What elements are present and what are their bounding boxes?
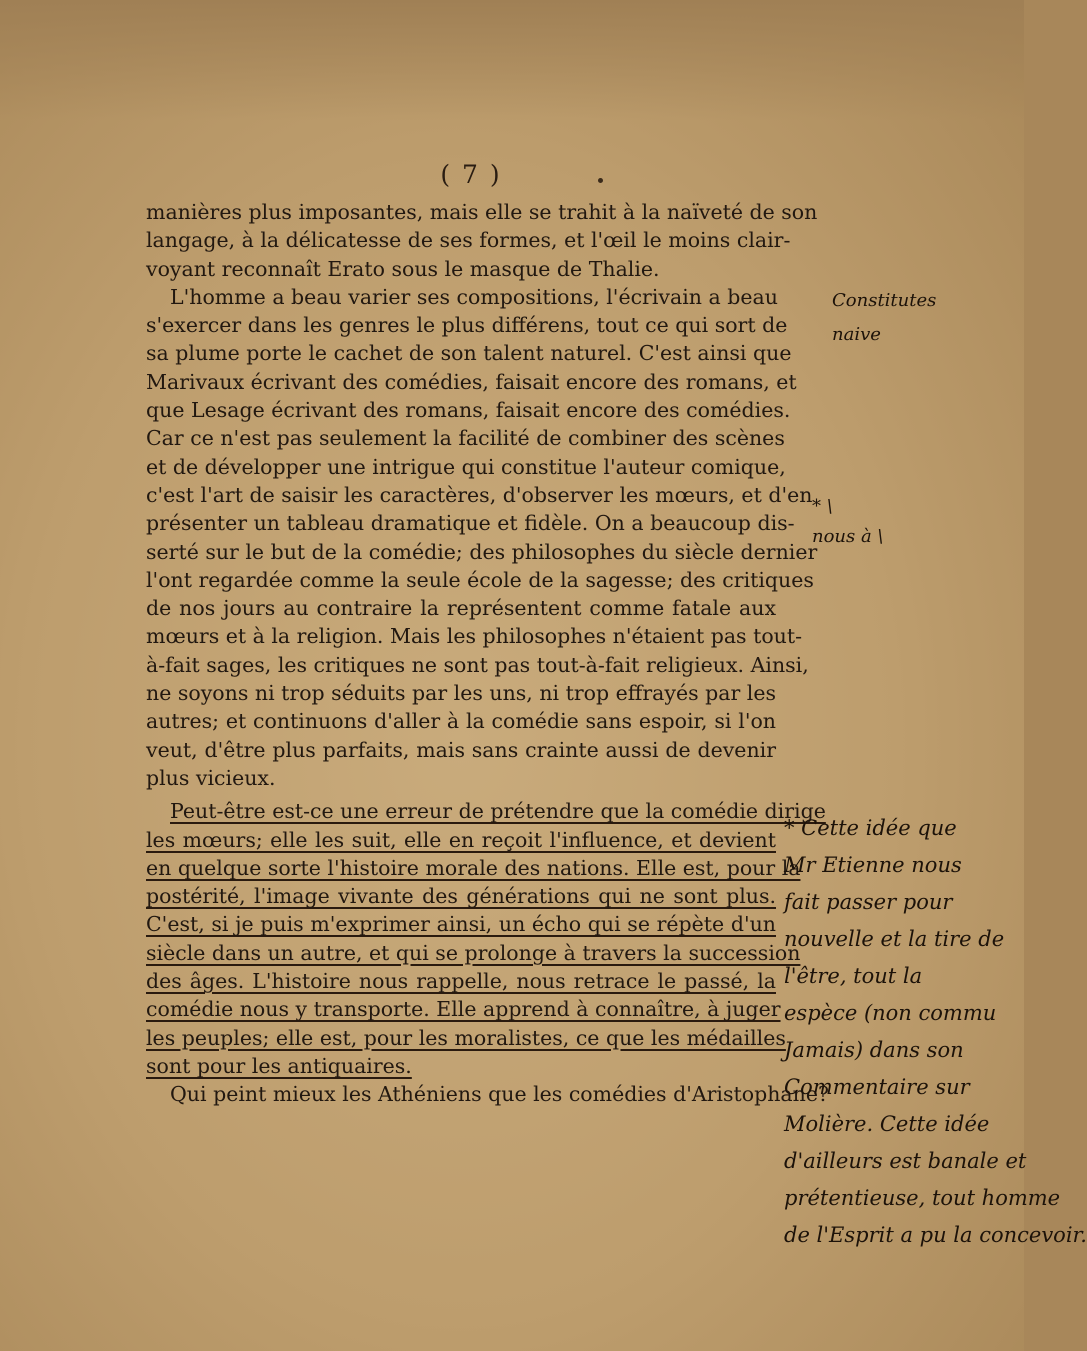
handwritten-line: d'ailleurs est banale et — [784, 1149, 1027, 1173]
text-line: Marivaux écrivant des comédies, faisait encore des romans, et — [146, 369, 797, 394]
text-line: voyant reconnaît Erato sous le masque de Thalie. — [146, 256, 660, 281]
underlined-line: Peut-être est-ce une erreur de prétendre que la comédie dirige — [170, 799, 826, 824]
text-line: langage, à la délicatesse de ses formes, et l'œil le moins clair- — [146, 228, 791, 253]
handwritten-line: Mr Etienne nous — [784, 853, 962, 877]
text-line: présenter un tableau dramatique et fidèle. On a beaucoup dis- — [146, 511, 795, 536]
text-line: à-fait sages, les critiques ne sont pas tout-à-fait religieux. Ainsi, — [146, 652, 809, 677]
text-line: L'homme a beau varier ses compositions, l'écrivain a beau — [170, 284, 778, 309]
text-line: veut, d'être plus parfaits, mais sans crainte aussi de devenir — [146, 737, 776, 762]
text-line: manières plus imposantes, mais elle se trahit à la naïveté de son — [146, 200, 818, 224]
underlined-line: les peuples; elle est, pour les moralistes, ce que les médailles — [146, 1025, 786, 1050]
text-line: serté sur le but de la comédie; des philosophes du siècle dernier — [146, 539, 818, 564]
underlined-line: sont pour les antiquaires. — [146, 1053, 412, 1078]
underlined-line: siècle dans un autre, et qui se prolonge à travers la succession — [146, 940, 801, 965]
handwritten-line: nous à \ — [812, 526, 884, 547]
text-line: plus vicieux. — [146, 765, 276, 790]
handwritten-line: Constitutes — [832, 290, 937, 311]
handwritten-line: Molière. Cette idée — [784, 1112, 990, 1136]
handwritten-note-top — [832, 284, 936, 352]
handwritten-line: * Cette idée que — [784, 816, 957, 840]
text-line: et de développer une intrigue qui constitue l'auteur comique, — [146, 454, 786, 479]
text-line: ne soyons ni trop séduits par les uns, ni trop effrayés par les — [146, 681, 776, 706]
handwritten-note-middle — [812, 492, 884, 552]
underlined-line: C'est, si je puis m'exprimer ainsi, un écho qui se répète d'un — [146, 912, 776, 937]
text-line: sa plume porte le cachet de son talent naturel. C'est ainsi que — [146, 341, 792, 366]
page-number: ( 7 ) — [440, 160, 502, 189]
text-line: c'est l'art de saisir les caractères, d'observer les mœurs, et d'en — [146, 482, 813, 507]
text-line: de nos jours au contraire la représentent comme fatale aux — [146, 596, 776, 621]
handwritten-line: espèce (non commu — [784, 1001, 997, 1025]
handwritten-line: Jamais) dans son — [784, 1038, 964, 1062]
text-line: que Lesage écrivant des romans, faisait encore des comédies. — [146, 398, 791, 423]
handwritten-line: l'être, tout la — [784, 964, 923, 988]
text-line: autres; et continuons d'aller à la comédie sans espoir, si l'on — [146, 709, 776, 734]
handwritten-line: prétentieuse, tout homme — [784, 1186, 1061, 1210]
text-line: Car ce n'est pas seulement la facilité de combiner des scènes — [146, 426, 785, 451]
ink-fleck — [598, 178, 603, 183]
paper-stain — [0, 0, 1024, 120]
text-line: Qui peint mieux les Athéniens que les comédies d'Aristophane? — [170, 1082, 829, 1107]
text-line: mœurs et à la religion. Mais les philosophes n'étaient pas tout- — [146, 624, 803, 649]
underlined-line: comédie nous y transporte. Elle apprend à connaître, à juger — [146, 997, 781, 1022]
handwritten-line: naive — [832, 324, 881, 345]
underlined-line: des âges. L'histoire nous rappelle, nous retrace le passé, la — [146, 969, 776, 994]
underlined-line: postérité, l'image vivante des générations qui ne sont plus. — [146, 884, 776, 909]
handwritten-note-main — [784, 810, 1087, 1254]
underlined-line: en quelque sorte l'histoire morale des nations. Elle est, pour la — [146, 855, 801, 880]
text-line: l'ont regardée comme la seule école de la sagesse; des critiques — [146, 567, 814, 592]
text-line: s'exercer dans les genres le plus différens, tout ce qui sort de — [146, 313, 788, 338]
handwritten-line: * \ — [812, 496, 833, 517]
handwritten-line: fait passer pour — [784, 890, 953, 914]
underlined-line: les mœurs; elle les suit, elle en reçoit l'influence, et devient — [146, 827, 776, 852]
handwritten-line: de l'Esprit a pu la concevoir. — [784, 1223, 1087, 1247]
handwritten-line: nouvelle et la tire de — [784, 927, 1005, 951]
printed-text — [146, 198, 829, 1109]
handwritten-line: Commentaire sur — [784, 1075, 970, 1099]
